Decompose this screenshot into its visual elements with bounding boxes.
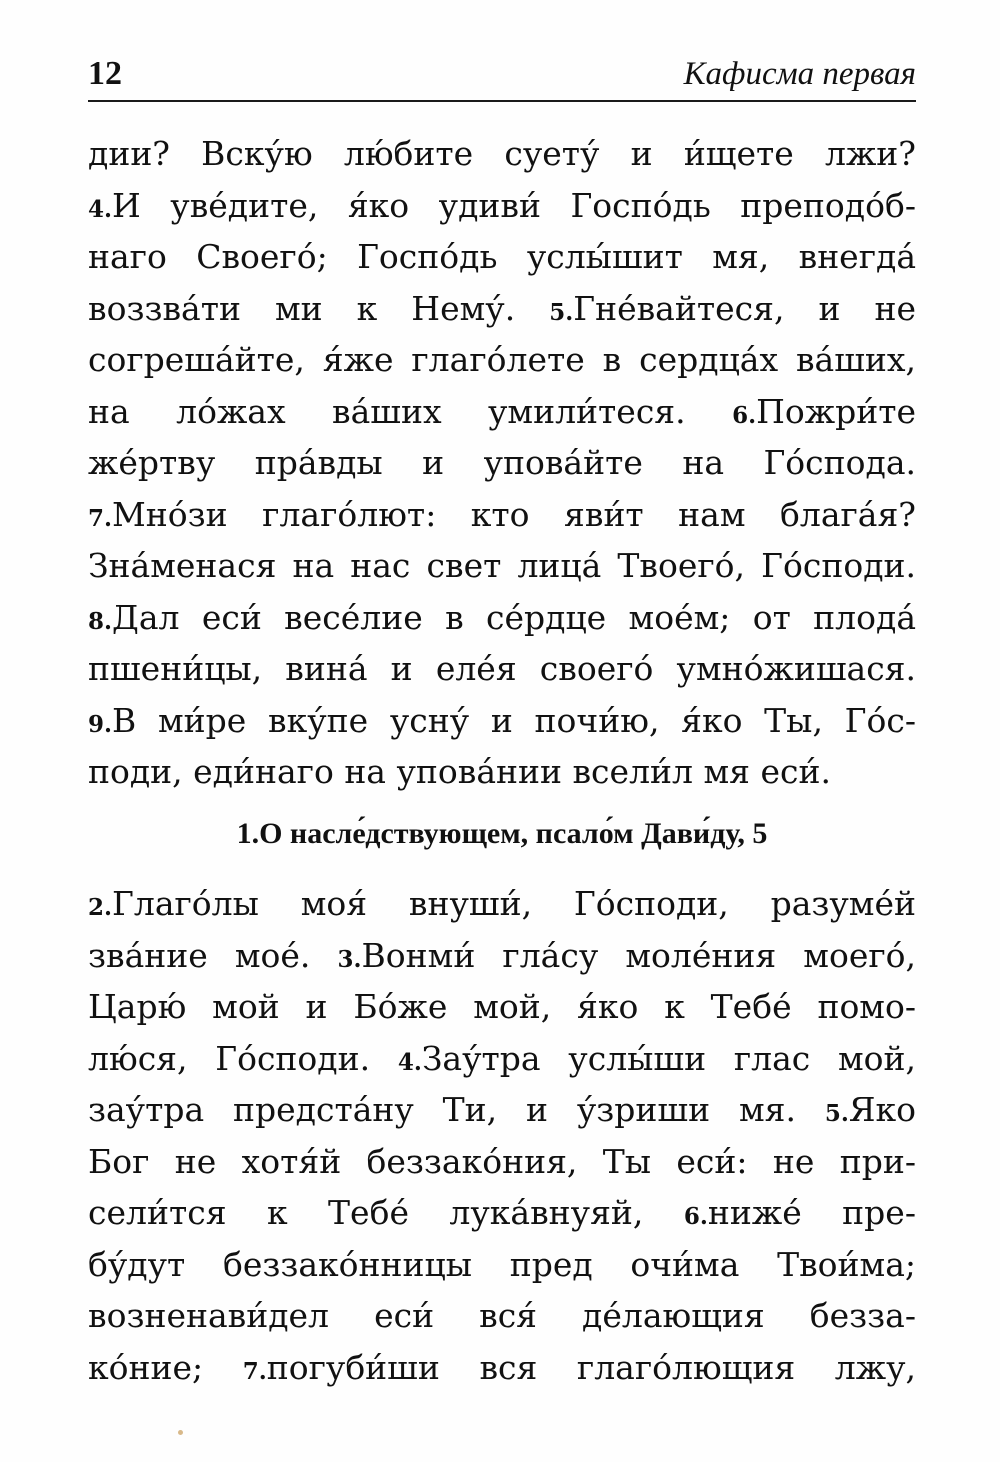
verse-number: 7.: [88, 504, 113, 532]
verse-text: лю́ся, Го́споди.: [88, 1038, 398, 1078]
verse-text: Зау́тра услы́ши глас мой,: [421, 1038, 916, 1078]
verse-text: согреша́йте, я́же глаго́лете в сердца́х ва́ших,: [88, 340, 916, 379]
page-number: 12: [88, 55, 122, 92]
text-line: [88, 592, 916, 644]
text-line: [88, 930, 916, 982]
verse-text: ко́ние;: [88, 1347, 243, 1387]
verse-text: Мно́зи глаго́лют: кто яви́т нам блага́я?: [112, 494, 916, 534]
verse-text: И уве́дите, я́ко удиви́ Госпо́дь преподо́б-: [112, 185, 916, 225]
verse-text: зва́ние мое́.: [88, 935, 338, 975]
verse-text: дии? Вску́ю лю́бите суету́ и и́щете лжи?: [88, 134, 916, 173]
verse-text: же́ртву пра́вды и упова́йте на Го́спода.: [88, 443, 916, 482]
verse-text: на ло́жах ва́ших умили́теся.: [88, 391, 733, 431]
text-line: [88, 981, 916, 1033]
psalm-heading: 1.О насле́дствующем, псало́м Дави́ду, 5: [236, 817, 768, 850]
verse-text: Зна́менася на нас свет лица́ Твоего́, Го́споди.: [88, 546, 916, 585]
verse-text: В ми́ре вку́пе усну́ и почи́ю, я́ко Ты, Го́с-: [112, 700, 916, 740]
page-header: [88, 52, 916, 102]
verse-text: поди, еди́наго на упова́нии всели́л мя еси́.: [88, 752, 831, 791]
text-line: [88, 643, 916, 695]
text-line: [88, 1187, 916, 1239]
verse-number: 6.: [683, 1203, 708, 1230]
text-line: [88, 437, 916, 489]
verse-text: воззва́ти ми к Нему́.: [88, 288, 550, 328]
verse-number: 5.: [824, 1100, 849, 1127]
verse-text: Вонми́ гла́су моле́ния моего́,: [361, 935, 916, 975]
verse-text: бу́дут беззако́нницы пред очи́ма Твои́ма;: [88, 1244, 916, 1284]
verse-number: 9.: [88, 710, 113, 738]
verse-number: 5.: [549, 298, 574, 326]
text-line: [88, 878, 916, 930]
text-line: [88, 1084, 916, 1136]
text-line: [88, 746, 916, 798]
text-line: [88, 231, 916, 283]
verse-text: погуби́ши вся глаго́лющия лжу,: [266, 1347, 917, 1387]
verse-text: Бог не хотя́й беззако́ния, Ты еси́: не при-: [88, 1141, 916, 1181]
text-line: [88, 1342, 916, 1394]
verse-number: 3.: [337, 945, 362, 973]
verse-number: 4.: [88, 195, 113, 223]
verse-number: 8.: [88, 607, 113, 635]
paper-speck: [178, 1430, 183, 1435]
text-line: [88, 1136, 916, 1188]
verse-text: возненави́дел еси́ вся́ де́лающия безза-: [88, 1296, 916, 1335]
text-line: [88, 128, 916, 180]
verse-number: 2.: [88, 894, 113, 921]
text-line: [88, 1290, 916, 1342]
verse-text: пшени́цы, вина́ и еле́я своего́ умно́жишася.: [88, 649, 916, 688]
psalm-text-block: [88, 128, 916, 798]
verse-number: 7.: [242, 1357, 267, 1385]
text-line: [88, 1239, 916, 1291]
text-line: [88, 180, 916, 232]
text-line: [88, 540, 916, 592]
verse-number: 4.: [397, 1048, 422, 1076]
verse-text: Пожри́те: [756, 391, 916, 431]
verse-text: Яко: [848, 1090, 916, 1129]
verse-text: зау́тра предста́ну Ти, и у́зриши мя.: [88, 1090, 825, 1129]
verse-text: сели́тся к Тебе́ лука́внуяй,: [88, 1193, 684, 1232]
psalm-text-block: [88, 878, 916, 1393]
text-line: [88, 386, 916, 438]
verse-text: Гне́вайтеся, и не: [573, 288, 916, 328]
running-title: Кафисма первая: [683, 56, 916, 92]
text-line: [88, 1033, 916, 1085]
verse-text: Дал еси́ весе́лие в се́рдце мое́м; от плода́: [112, 597, 916, 637]
text-line: [88, 695, 916, 747]
text-line: [88, 283, 916, 335]
verse-text: Глаго́лы моя́ внуши́, Го́споди, разуме́й: [112, 884, 916, 923]
text-line: [88, 489, 916, 541]
verse-number: 6.: [732, 401, 757, 429]
text-line: [88, 334, 916, 386]
verse-text: наго Своего́; Госпо́дь услы́шит мя, внегда́: [88, 237, 916, 276]
verse-text: Царю́ мой и Бо́же мой, я́ко к Тебе́ помо-: [88, 987, 916, 1026]
verse-text: ниже́ пре-: [707, 1193, 916, 1232]
